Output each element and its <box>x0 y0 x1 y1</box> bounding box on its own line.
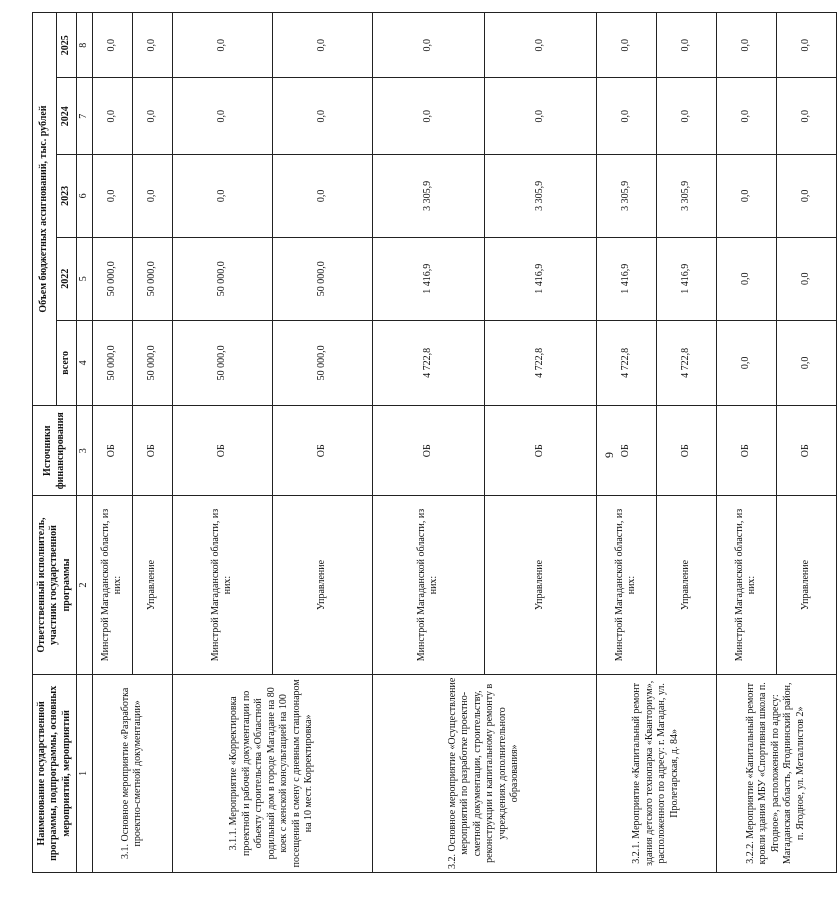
source-cell: ОБ <box>92 406 132 496</box>
header-year: 2024 <box>57 78 77 155</box>
source-cell: ОБ <box>716 406 776 496</box>
executor-cell: Минстрой Магаданской области, из них: <box>172 496 272 674</box>
header-year: 2023 <box>57 154 77 237</box>
amount-cell: 3 305,9 <box>484 154 596 237</box>
amount-cell: 0,0 <box>596 13 656 78</box>
amount-cell: 0,0 <box>716 78 776 155</box>
amount-cell: 0,0 <box>272 78 372 155</box>
amount-cell: 50 000,0 <box>272 320 372 405</box>
executor-cell: Управление <box>132 496 172 674</box>
amount-cell: 0,0 <box>776 78 836 155</box>
column-number: 4 <box>77 320 93 405</box>
table-row <box>92 13 132 873</box>
amount-cell: 1 416,9 <box>372 237 484 320</box>
source-cell: ОБ <box>272 406 372 496</box>
amount-cell: 0,0 <box>716 13 776 78</box>
executor-cell: Управление <box>656 496 716 674</box>
header-year: 2025 <box>57 13 77 78</box>
executor-cell: Минстрой Магаданской области, из них: <box>92 496 132 674</box>
amount-cell: 50 000,0 <box>92 320 132 405</box>
header-year: 2022 <box>57 237 77 320</box>
amount-cell: 0,0 <box>776 237 836 320</box>
amount-cell: 4 722,8 <box>596 320 656 405</box>
executor-cell: Минстрой Магаданской области, из них: <box>716 496 776 674</box>
source-cell: ОБ <box>484 406 596 496</box>
amount-cell: 4 722,8 <box>656 320 716 405</box>
source-cell: ОБ <box>596 406 656 496</box>
column-number: 5 <box>77 237 93 320</box>
amount-cell: 0,0 <box>716 237 776 320</box>
amount-cell: 0,0 <box>484 13 596 78</box>
activity-name: 3.2.2. Мероприятие «Капитальный ремонт кровли здания МБУ «Спортивная школа п. Ягодное», расположенной по адресу: Магаданская область, Ягоднинский район, п. Ягодное, ул. Металлистов 2» <box>716 674 836 872</box>
source-cell: ОБ <box>656 406 716 496</box>
amount-cell: 0,0 <box>172 154 272 237</box>
amount-cell: 0,0 <box>716 154 776 237</box>
executor-cell: Управление <box>272 496 372 674</box>
header-total: всего <box>57 320 77 405</box>
amount-cell: 50 000,0 <box>92 237 132 320</box>
amount-cell: 0,0 <box>172 13 272 78</box>
column-number: 7 <box>77 78 93 155</box>
header-executor: Ответственный исполнитель, участник государственной программы <box>33 496 77 674</box>
amount-cell: 0,0 <box>132 13 172 78</box>
amount-cell: 0,0 <box>484 78 596 155</box>
table-row <box>716 13 776 873</box>
executor-cell: Минстрой Магаданской области, из них: <box>596 496 656 674</box>
amount-cell: 0,0 <box>132 154 172 237</box>
column-number: 3 <box>77 406 93 496</box>
header-name: Наименование государственной программы, подпрограммы, основных мероприятий, мероприятий <box>33 674 77 872</box>
column-number: 2 <box>77 496 93 674</box>
table-row <box>596 13 656 873</box>
amount-cell: 0,0 <box>92 154 132 237</box>
amount-cell: 0,0 <box>716 320 776 405</box>
activity-name: 3.2. Основное мероприятие «Осуществление мероприятий по разработке проектно-сметной документации, строительству, реконструкции и капитальному ремонту в учреждениях дополнительного образования» <box>372 674 596 872</box>
amount-cell: 0,0 <box>776 154 836 237</box>
amount-cell: 50 000,0 <box>132 320 172 405</box>
column-number: 6 <box>77 154 93 237</box>
amount-cell: 0,0 <box>596 78 656 155</box>
table-row <box>372 13 484 873</box>
executor-cell: Управление <box>776 496 836 674</box>
amount-cell: 0,0 <box>776 320 836 405</box>
executor-cell: Управление <box>484 496 596 674</box>
amount-cell: 3 305,9 <box>372 154 484 237</box>
amount-cell: 0,0 <box>656 13 716 78</box>
amount-cell: 0,0 <box>372 78 484 155</box>
amount-cell: 1 416,9 <box>484 237 596 320</box>
table-row <box>172 13 272 873</box>
amount-cell: 4 722,8 <box>484 320 596 405</box>
budget-table <box>32 12 837 873</box>
amount-cell: 0,0 <box>132 78 172 155</box>
amount-cell: 50 000,0 <box>172 320 272 405</box>
amount-cell: 1 416,9 <box>656 237 716 320</box>
page-number: 9 <box>602 452 616 458</box>
amount-cell: 4 722,8 <box>372 320 484 405</box>
amount-cell: 3 305,9 <box>656 154 716 237</box>
amount-cell: 0,0 <box>656 78 716 155</box>
amount-cell: 0,0 <box>92 78 132 155</box>
column-number: 8 <box>77 13 93 78</box>
source-cell: ОБ <box>776 406 836 496</box>
header-source: Источники финансирования <box>33 406 77 496</box>
amount-cell: 0,0 <box>92 13 132 78</box>
amount-cell: 0,0 <box>776 13 836 78</box>
activity-name: 3.1.1. Мероприятие «Корректировка проектной и рабочей документации по объекту строительства «Областной родильный дом в городе Магадане на 80 коек с женской консультацией на 100 посещений в смену с дневным стационаром на 10 мест. Корректировка» <box>172 674 372 872</box>
column-number: 1 <box>77 674 93 872</box>
source-cell: ОБ <box>372 406 484 496</box>
activity-name: 3.1. Основное мероприятие «Разработка проектно-сметной документации» <box>92 674 172 872</box>
activity-name: 3.2.1. Мероприятие «Капитальный ремонт здания детского технопарка «Кванториум», расположенного по адресу: г. Магадан, ул. Пролетарская, д. 84» <box>596 674 716 872</box>
executor-cell: Минстрой Магаданской области, из них: <box>372 496 484 674</box>
amount-cell: 50 000,0 <box>272 237 372 320</box>
amount-cell: 50 000,0 <box>132 237 172 320</box>
amount-cell: 50 000,0 <box>172 237 272 320</box>
amount-cell: 0,0 <box>172 78 272 155</box>
amount-cell: 0,0 <box>272 13 372 78</box>
header-volume: Объем бюджетных ассигнований, тыс. рублей <box>33 13 57 406</box>
amount-cell: 0,0 <box>272 154 372 237</box>
source-cell: ОБ <box>172 406 272 496</box>
amount-cell: 1 416,9 <box>596 237 656 320</box>
amount-cell: 0,0 <box>372 13 484 78</box>
amount-cell: 3 305,9 <box>596 154 656 237</box>
source-cell: ОБ <box>132 406 172 496</box>
